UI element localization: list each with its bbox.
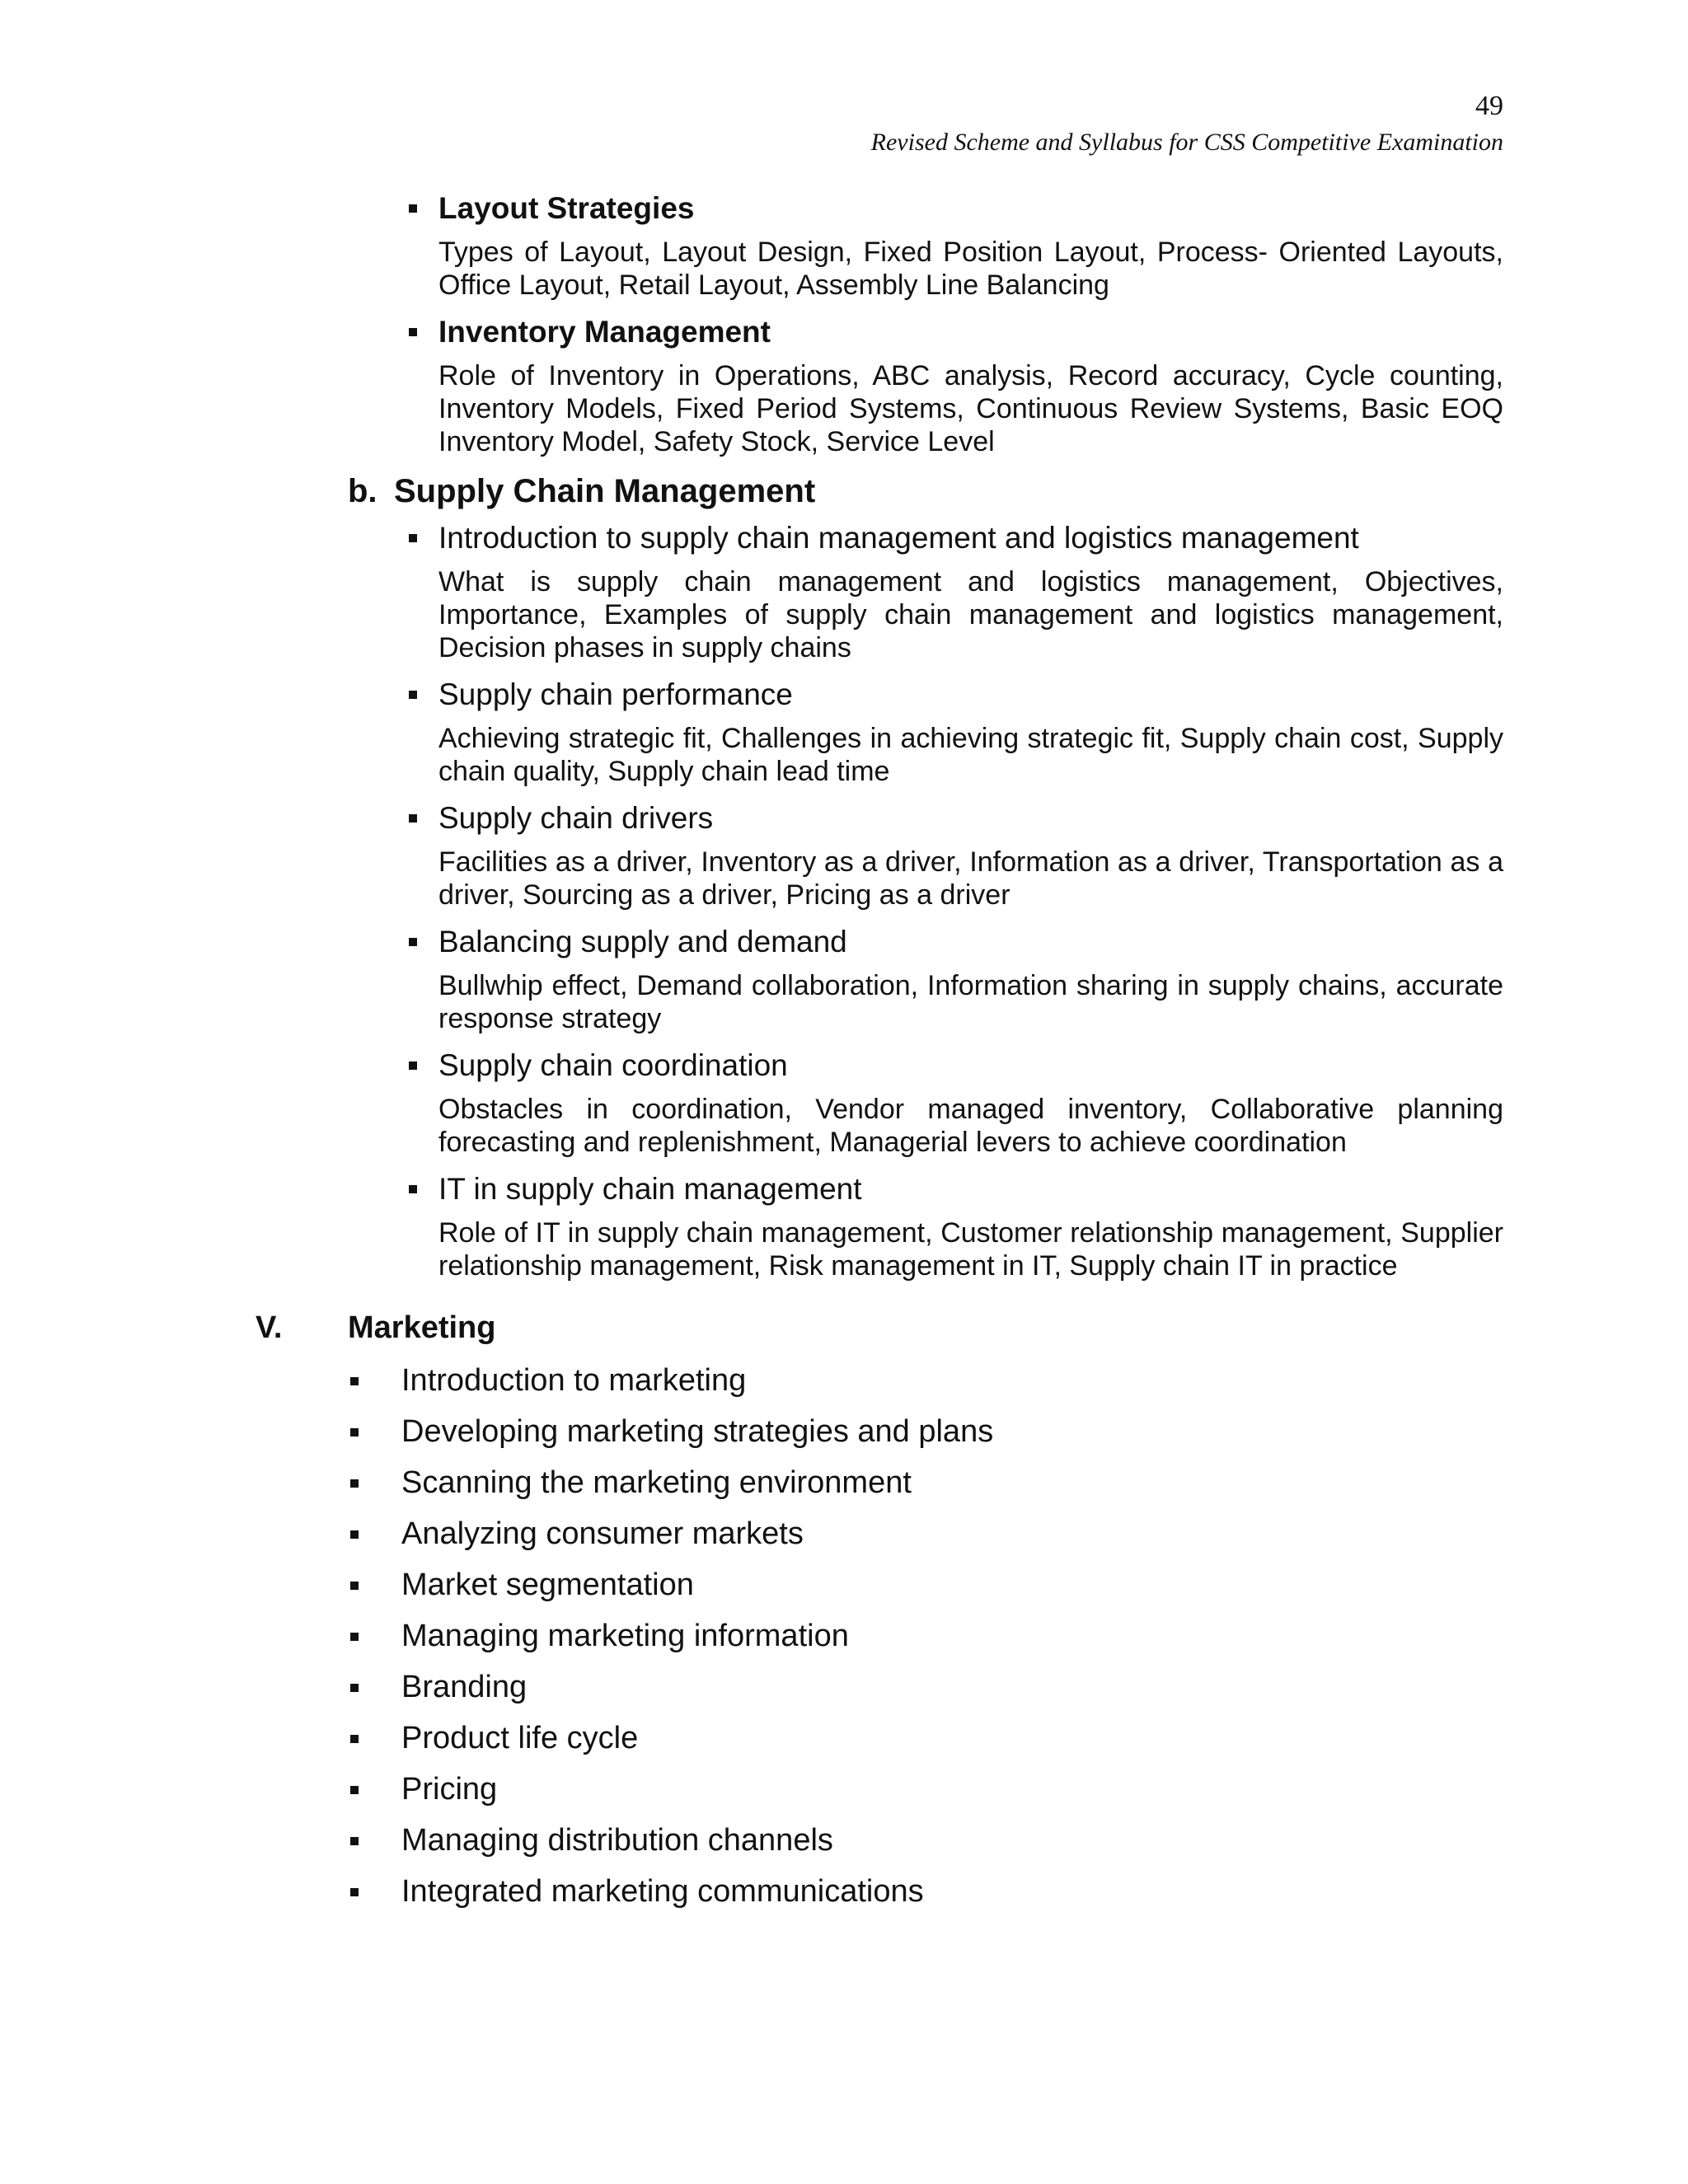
square-bullet-icon [350,1735,359,1743]
topic-inventory-management [438,312,1503,458]
section-heading-marketing [0,1305,1688,1350]
list-item-label: Pricing [401,1772,498,1807]
list-item [401,1815,1688,1866]
topic-title: Balancing supply and demand [438,925,847,958]
square-bullet-icon [350,1786,359,1794]
topic-supply-chain-performance [438,674,1503,788]
topic-title: Supply chain drivers [438,801,714,835]
list-item-label: Integrated marketing communications [401,1874,924,1909]
list-item-label: Branding [401,1670,528,1704]
list-item [401,1559,1688,1610]
list-item [401,1457,1688,1508]
square-bullet-icon [350,1888,359,1896]
topic-intro-supply-chain [438,518,1503,664]
list-item [401,1866,1688,1917]
topic-description: Role of Inventory in Operations, ABC analysis, Record accuracy, Cycle counting, Inventory Models, Fixed Period Systems, Continuous Review Systems, Basic EOQ Inventory Model, Safety Stock, Service Level [438,360,1503,457]
square-bullet-icon [350,1530,359,1539]
topic-title: IT in supply chain management [438,1172,862,1206]
square-bullet-icon [350,1837,359,1845]
square-bullet-icon [409,1185,417,1193]
list-item [401,1713,1688,1764]
list-item-label: Introduction to marketing [401,1363,747,1398]
topic-description: Role of IT in supply chain management, Customer relationship management, Supplier relationship management, Risk management in IT, Supply chain IT in practice [438,1217,1503,1282]
topic-description: Facilities as a driver, Inventory as a driver, Information as a driver, Transportation as a driver, Sourcing as a driver, Pricing as a driver [438,846,1503,911]
square-bullet-icon [409,204,417,213]
topic-supply-chain-coordination [438,1045,1503,1159]
topic-description: Obstacles in coordination, Vendor managed inventory, Collaborative planning forecasting and replenishment, Managerial levers to achieve coordination [438,1094,1503,1158]
square-bullet-icon [409,691,417,699]
square-bullet-icon [350,1428,359,1436]
square-bullet-icon [350,1479,359,1488]
list-item-label: Managing marketing information [401,1619,849,1653]
topic-description: Achieving strategic fit, Challenges in achieving strategic fit, Supply chain cost, Supply chain quality, Supply chain lead time [438,723,1503,787]
topic-description: What is supply chain management and logistics management, Objectives, Importance, Examples of supply chain management and logistics management, Decision phases in supply chains [438,566,1503,663]
topic-layout-strategies [438,188,1503,302]
topic-title: Layout Strategies [438,191,695,225]
list-item-label: Analyzing consumer markets [401,1516,804,1551]
topic-description: Bullwhip effect, Demand collaboration, Information sharing in supply chains, accurate response strategy [438,970,1503,1034]
topic-title: Introduction to supply chain management and logistics management [438,521,1359,555]
topic-it-in-supply-chain [438,1169,1503,1282]
topic-supply-chain-drivers [438,798,1503,912]
list-item-label: Scanning the marketing environment [401,1465,912,1500]
page-number: 49 [1475,91,1503,121]
topic-title: Supply chain performance [438,677,793,711]
running-header: Revised Scheme and Syllabus for CSS Competitive Examination [870,129,1503,156]
square-bullet-icon [409,938,417,946]
square-bullet-icon [350,1377,359,1385]
list-item-label: Market segmentation [401,1568,694,1602]
topic-title: Supply chain coordination [438,1048,788,1082]
subsection-letter: b. [348,473,377,509]
list-item [401,1406,1688,1457]
square-bullet-icon [350,1633,359,1641]
square-bullet-icon [409,534,417,542]
topic-description: Types of Layout, Layout Design, Fixed Position Layout, Process- Oriented Layouts, Office Layout, Retail Layout, Assembly Line Balancing [438,237,1503,301]
square-bullet-icon [350,1684,359,1692]
list-item [401,1610,1688,1661]
topic-title: Inventory Management [438,315,771,349]
page-content [0,188,1688,1917]
list-item [401,1661,1688,1713]
list-item-label: Managing distribution channels [401,1823,833,1858]
section-numeral: V. [256,1310,283,1345]
subsection-title: Supply Chain Management [394,473,816,509]
square-bullet-icon [409,1062,417,1070]
list-item [401,1508,1688,1559]
square-bullet-icon [350,1582,359,1590]
section-title: Marketing [348,1310,496,1345]
square-bullet-icon [409,814,417,823]
list-item [401,1355,1688,1406]
topic-balancing-supply-demand [438,921,1503,1035]
square-bullet-icon [409,328,417,336]
list-item [401,1764,1688,1815]
subsection-heading-supply-chain [348,468,1688,514]
list-item-label: Product life cycle [401,1721,639,1755]
marketing-topic-list [0,1355,1688,1917]
list-item-label: Developing marketing strategies and plans [401,1414,994,1449]
